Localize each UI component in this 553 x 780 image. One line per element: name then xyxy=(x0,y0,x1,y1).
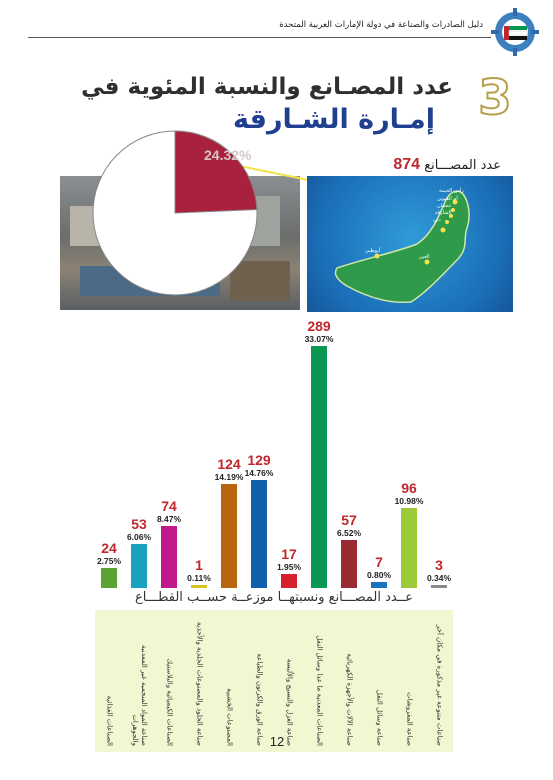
bar-value-label: 124 xyxy=(217,456,241,473)
section-title: عدد المصـانع والنسبة المئوية في xyxy=(81,74,453,100)
bar-12 xyxy=(431,585,447,588)
factory-count-label: عدد المصـــانع xyxy=(424,158,501,173)
header-title: دليل الصادرات والصناعة في دولة الإمارات العربية المتحدة xyxy=(279,20,483,30)
bar-percent-label: 8.47% xyxy=(156,514,182,525)
bar-value-label: 96 xyxy=(401,479,417,496)
category-label-text: صناعات متنوعة غير مذكورة في مكان آخر xyxy=(435,624,444,746)
bar-10 xyxy=(371,582,387,588)
page-number: 12 xyxy=(269,734,285,749)
bar-percent-label: 0.34% xyxy=(426,573,452,583)
category-label xyxy=(305,616,333,746)
section-subtitle-emirate: إمـارة الشـارقة xyxy=(232,104,435,135)
map-label-sharjah: الشارقة xyxy=(435,210,452,216)
category-label-text: صناعة وسائل النقل xyxy=(375,689,384,746)
bar-1 xyxy=(101,568,117,588)
bar-percent-label: 14.19% xyxy=(214,472,244,483)
bar-percent-label: 6.06% xyxy=(126,531,152,542)
bar-value-label: 1 xyxy=(195,557,203,573)
map-label-rak: رأس الخيمة xyxy=(439,188,464,194)
category-label-text: صناعة الورق والكرتون والطباعة xyxy=(255,653,264,746)
bar-percent-label: 14.76% xyxy=(244,467,274,478)
category-label-text: الصناعات المعدنية ما عدا وسائل النقل xyxy=(315,635,324,746)
category-label-text: صناعة المواد المنجمية غير المعدنية والجوهرات xyxy=(131,644,148,746)
bar-6 xyxy=(251,480,267,588)
map-label-uaq: أم القيوين xyxy=(437,196,458,202)
bar-value-label: 74 xyxy=(161,498,177,515)
bar-2 xyxy=(131,544,147,588)
category-label xyxy=(155,616,183,746)
category-label xyxy=(365,616,393,746)
bar-value-label: 57 xyxy=(341,512,357,529)
chart-x-axis-title: عــدد المصـــانع ونسبتهــا موزعــة حســب القطـــاع xyxy=(134,590,414,605)
bar-3 xyxy=(161,526,177,588)
section-number: 3 xyxy=(478,70,512,126)
category-label-text: صناعة الآلات والأجهزة الكهربائية xyxy=(345,653,354,746)
bar-percent-label: 0.11% xyxy=(187,573,211,583)
bar-value-label: 24 xyxy=(101,539,117,556)
factory-count-value: 874 xyxy=(393,156,421,173)
uae-map xyxy=(307,176,513,312)
category-label xyxy=(185,616,213,746)
map-label-dubai: دبي xyxy=(433,217,441,223)
bar-8 xyxy=(311,346,327,588)
bar-value-label: 53 xyxy=(131,515,147,532)
map-label-alain: العين xyxy=(419,254,430,260)
pie-percent-label: 24.32% xyxy=(204,147,252,163)
bar-11 xyxy=(401,508,417,588)
category-label xyxy=(425,616,453,746)
category-label xyxy=(395,616,423,746)
factory-count xyxy=(393,156,501,174)
category-label xyxy=(335,616,363,746)
bar-percent-label: 10.98% xyxy=(394,495,424,506)
bar-percent-label: 2.75% xyxy=(96,555,122,566)
category-label xyxy=(125,616,153,746)
bar-5 xyxy=(221,484,237,588)
category-label-text: الصناعات الكيميائية والبلاستيك xyxy=(165,658,174,746)
map-label-ajman: عجمان xyxy=(437,203,452,209)
category-label-text: صناعة الغزل والنسيج والألبسة xyxy=(285,658,294,746)
bar-9 xyxy=(341,540,357,588)
bar-value-label: 7 xyxy=(375,554,383,571)
category-label-text: الصناعات الغذائية xyxy=(105,695,114,746)
bar-percent-label: 6.52% xyxy=(336,528,362,539)
bar-value-label: 17 xyxy=(281,545,297,562)
category-label-text: المصنوعات الخشبية xyxy=(225,688,234,746)
category-label-text: صناعة الجلود والمصنوعات الجلدية والأحذية xyxy=(195,621,204,746)
uae-map-shape xyxy=(307,176,513,312)
map-label-abudhabi: أبوظبي xyxy=(365,248,381,254)
bar-4 xyxy=(191,585,207,588)
category-label xyxy=(275,616,303,746)
category-label xyxy=(245,616,273,746)
pie-slice-sharjah xyxy=(175,131,257,213)
bar-value-label: 3 xyxy=(435,557,443,573)
bar-7 xyxy=(281,574,297,588)
category-label xyxy=(215,616,243,746)
bar-percent-label: 33.07% xyxy=(304,334,334,344)
bar-value-label: 129 xyxy=(247,451,271,468)
category-label xyxy=(95,616,123,746)
bar-percent-label: 0.80% xyxy=(366,570,392,581)
bar-value-label: 289 xyxy=(307,318,331,334)
bar-percent-label: 1.95% xyxy=(276,561,302,572)
category-label-text: صناعة المفروشات xyxy=(405,692,414,746)
